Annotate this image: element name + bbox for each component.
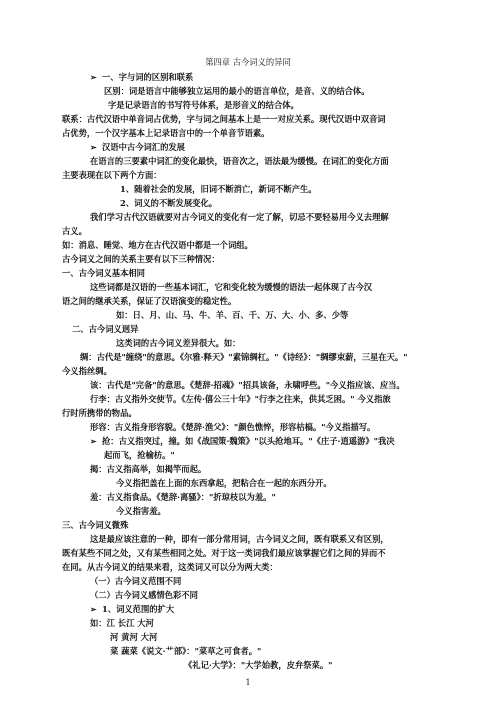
text-line: 羞：古义指食品。《楚辞·离骚》："折琼枝以为羞。" (90, 492, 276, 502)
text-line: 菜 蔬菜《说文·艹部》："菜草之可食者。" (110, 646, 262, 656)
text-line: 既有某些不同之处，又有某些相同之处。对于这一类词我们最应该掌握它们之间的异而不 (62, 548, 386, 558)
text-line: 今义指把盖在上面的东西拿起，把粘合在一起的东西分开。 (116, 478, 332, 488)
text-line: 2、词义的不断发展变化。 (120, 198, 218, 208)
section-heading: ➢ 汉语中古今词汇的发展 (90, 142, 185, 152)
text-line: （一）古今词义范围不同 (90, 576, 182, 586)
text-line: 我们学习古代汉语就要对古今词义的变化有一定了解，切忌不要轻易用今义去理解 (90, 212, 389, 222)
section-heading: 二、古今词义迥异 (72, 324, 139, 334)
text-line: 区别：词是语言中能够独立运用的最小的语言单位，是音、义的结合体。 (104, 86, 370, 96)
bullet-arrow-icon: ➢ (90, 142, 97, 152)
text-line: 《礼记·大学》："大学始教，皮弁祭菜。" (184, 660, 333, 670)
text-line: 行李：古义指外交使节。《左传·僖公三十年》"行李之往来，供其乏困。" 今义指旅 (90, 394, 391, 404)
text-line: 在语言的三要素中词汇的变化最快，语音次之，语法最为缓慢。在词汇的变化方面 (90, 156, 389, 166)
text-line: 在同。从古今词义的结果来看，这类词又可以分为两大类： (62, 562, 278, 572)
page-number: 1 (245, 678, 251, 687)
text-line: 绸：古代是"缠绕"的意思。《尔雅·释天》"素锦绸杠。"《诗经》："绸缪束薪，三星在天。" (80, 352, 408, 362)
text-line: 如：消息、睡觉、地方在古代汉语中都是一个词组。 (62, 240, 253, 250)
text-line: 古今词义之间的关系主要有以下三种情况： (62, 254, 220, 264)
text-line: 这些词都是汉语的一些基本词汇，它和变化较为缓慢的语法一起体现了古今汉 (90, 282, 373, 292)
section-heading: 三、古今词义微殊 (62, 520, 129, 530)
text-line: 主要表现在以下两个方面： (62, 170, 162, 180)
text-line: 起而飞，抢榆枋。" (104, 450, 175, 460)
text-line: 1、随着社会的发展，旧词不断消亡，新词不断产生。 (120, 184, 317, 194)
text-line: 如：日、月、山、马、牛、羊、百、千、万、大、小、多、少等 (116, 310, 349, 320)
text-line: 这是最应该注意的一种，即有一部分常用词，古今词义之间，既有联系又有区别， (90, 534, 389, 544)
text-line: 今义指害羞。 (116, 506, 166, 516)
text-line: 如：江 长江 大河 (90, 618, 154, 628)
bullet-arrow-icon: ➢ (90, 436, 97, 446)
text-line: 形容：古义指身形容貌。《楚辞·渔父》："颜色憔悴，形容枯槁。"今义指描写。 (90, 422, 376, 432)
section-heading: 一、古今词义基本相同 (62, 268, 145, 278)
text-line: 联系：古代汉语中单音词占优势，字与词之间基本上是一一对应关系。现代汉语中双音词 (62, 114, 386, 124)
text-line: 占优势，一个汉字基本上记录语言中的一个单音节语素。 (62, 128, 270, 138)
text-line: 字是记录语言的书写符号体系，是形音义的结合体。 (108, 100, 299, 110)
text-line: 语之间的继承关系，保证了汉语演变的稳定性。 (62, 296, 237, 306)
text-line: 今义指丝绸。 (62, 366, 112, 376)
bullet-arrow-icon: ➢ (90, 72, 97, 82)
text-line: ➢ 1、词义范围的扩大 (90, 604, 175, 614)
text-line: 河 黄河 大河 (110, 632, 158, 642)
section-heading: ➢ 一、字与词的区别和联系 (90, 72, 194, 82)
text-line: 这类词的古今词义差异很大。如： (116, 338, 241, 348)
bullet-arrow-icon: ➢ (90, 604, 97, 614)
text-line: 古义。 (62, 226, 87, 236)
text-line: 该：古代是"完备"的意思。《楚辞·招魂》"招具该备，永啸呼些。"今义指应该、应当。 (90, 380, 405, 390)
text-line: （二）古今词义感情色彩不同 (90, 590, 198, 600)
text-line: ➢ 抢：古义指突过，撞。如《战国策·魏策》"以头抢地耳。"《庄子·逍遥游》"我决 (90, 436, 395, 446)
text-line: 行时所携带的物品。 (62, 408, 137, 418)
text-line: 揭：古义指高举，如揭竿而起。 (90, 464, 207, 474)
page-title: 第四章 古今词义的异同 (205, 57, 291, 67)
